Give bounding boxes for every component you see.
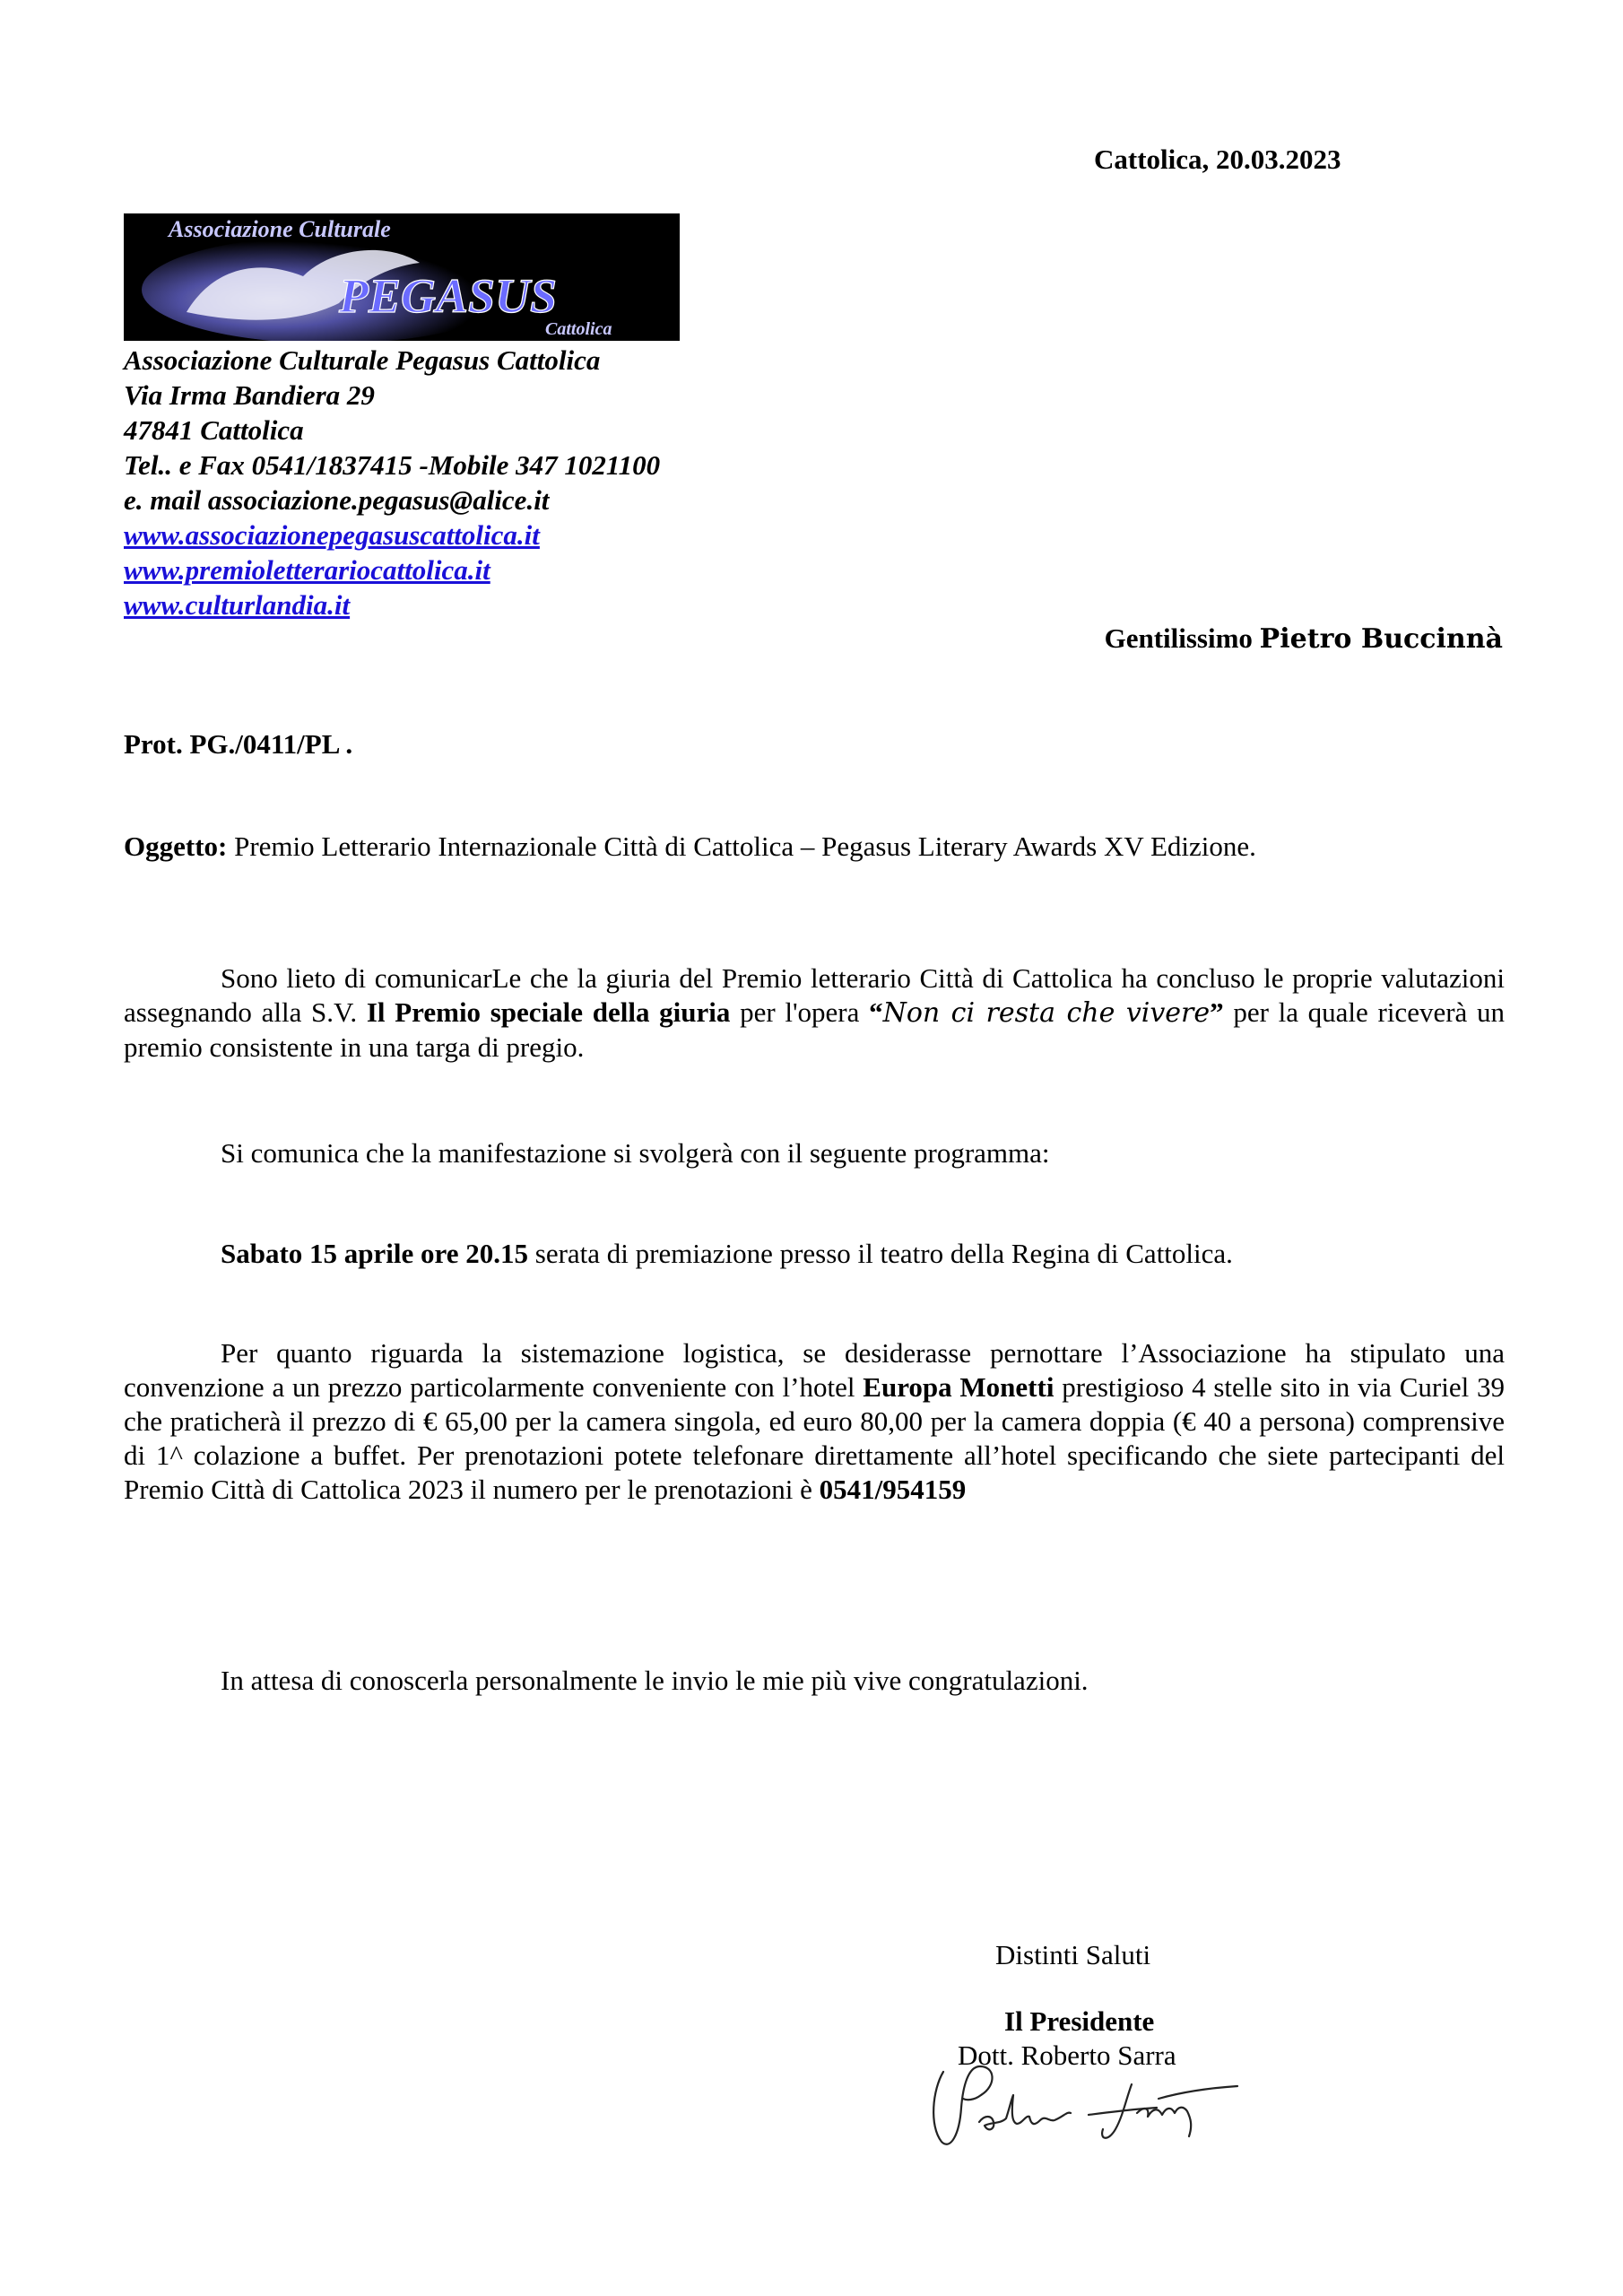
protocol-number: Prot. PG./0411/PL .	[124, 728, 353, 760]
award-text-intro: Sono lieto di comunicarLe che la giuria del Premio letterario Città di Cattolica ha concluso le proprie valutazioni assegnando alla S.V.	[124, 962, 1505, 1028]
hotel-text-details: prestigioso 4 stelle sito in via Curiel 39 che praticherà il prezzo di € 65,00 per la camera singola, ed euro 80,00 per la camera doppia (€ 40 a persona) comprensive di 1^ colazione a buffet. Per prenotazioni potete telefonare direttamente all’hotel specificando che siete partecipanti del Premio Città di Cattolica 2023 il numero per le prenotazioni è	[124, 1371, 1505, 1505]
closing-salutation: Distinti Saluti	[995, 1939, 1151, 1970]
paragraph-hotel	[124, 1336, 1505, 1507]
quote-open: “	[869, 996, 883, 1028]
work-title: Non ci resta che vivere	[882, 997, 1211, 1029]
website-link-culturlandia[interactable]: www.culturlandia.it	[124, 589, 351, 621]
hotel-name: Europa Monetti	[863, 1371, 1055, 1403]
signatory-name: Dott. Roberto Sarra	[958, 2039, 1176, 2071]
website-link-literary-prize[interactable]: www.premioletterariocattolica.it	[124, 554, 490, 586]
signature-text: Roberto Sarra	[924, 2036, 929, 2037]
signatory-title: Il Presidente	[1004, 2005, 1155, 2037]
event-description: serata di premiazione presso il teatro della Regina di Cattolica.	[528, 1238, 1233, 1269]
logo-bottom-text: Cattolica	[545, 319, 612, 339]
sender-street: Via Irma Bandiera 29	[124, 379, 375, 411]
paragraph-program-intro: Si comunica che la manifestazione si svolgerà con il seguente programma:	[221, 1137, 1050, 1169]
logo-top-text: Associazione Culturale	[169, 216, 391, 242]
event-datetime: Sabato 15 aprile ore 20.15	[221, 1238, 528, 1269]
letter-date: Cattolica, 20.03.2023	[1094, 144, 1341, 175]
subject-line	[124, 831, 1256, 863]
recipient-greeting: Gentilissimo	[1104, 622, 1253, 654]
award-name: Il Premio speciale della giuria	[366, 996, 731, 1028]
recipient	[1105, 622, 1503, 655]
paragraph-event	[221, 1238, 1233, 1270]
paragraph-award	[124, 961, 1505, 1065]
subject-label: Oggetto:	[124, 831, 228, 862]
logo-main-text: PEGASUS	[339, 269, 558, 323]
hotel-phone: 0541/954159	[819, 1474, 967, 1505]
website-link-association[interactable]: www.associazionepegasuscattolica.it	[124, 519, 540, 551]
sender-block	[124, 343, 660, 622]
subject-text: Premio Letterario Internazionale Città di Cattolica – Pegasus Literary Awards XV Edizione.	[234, 831, 1256, 862]
sender-name: Associazione Culturale Pegasus Cattolica	[124, 344, 601, 376]
sender-email: e. mail associazione.pegasus@alice.it	[124, 484, 550, 516]
award-text-prize: per la quale riceverà un premio consistente in una targa di pregio.	[124, 996, 1505, 1063]
pegasus-logo	[124, 213, 680, 341]
quote-close: ”	[1210, 996, 1224, 1028]
handwritten-signature	[924, 2036, 1246, 2161]
paragraph-congratulations: In attesa di conoscerla personalmente le invio le mie più vive congratulazioni.	[221, 1665, 1089, 1696]
recipient-name: Pietro Buccinnà	[1259, 623, 1503, 655]
hotel-text-intro: Per quanto riguarda la sistemazione logistica, se desiderasse pernottare l’Associazione ha stipulato una convenzione a un prezzo particolarmente conveniente con l’hotel	[124, 1337, 1505, 1403]
sender-phone: Tel.. e Fax 0541/1837415 -Mobile 347 1021100	[124, 449, 661, 481]
award-text-work: per l'opera	[730, 996, 870, 1028]
pegasus-logo-graphic	[124, 213, 680, 341]
sender-city: 47841 Cattolica	[124, 414, 304, 446]
